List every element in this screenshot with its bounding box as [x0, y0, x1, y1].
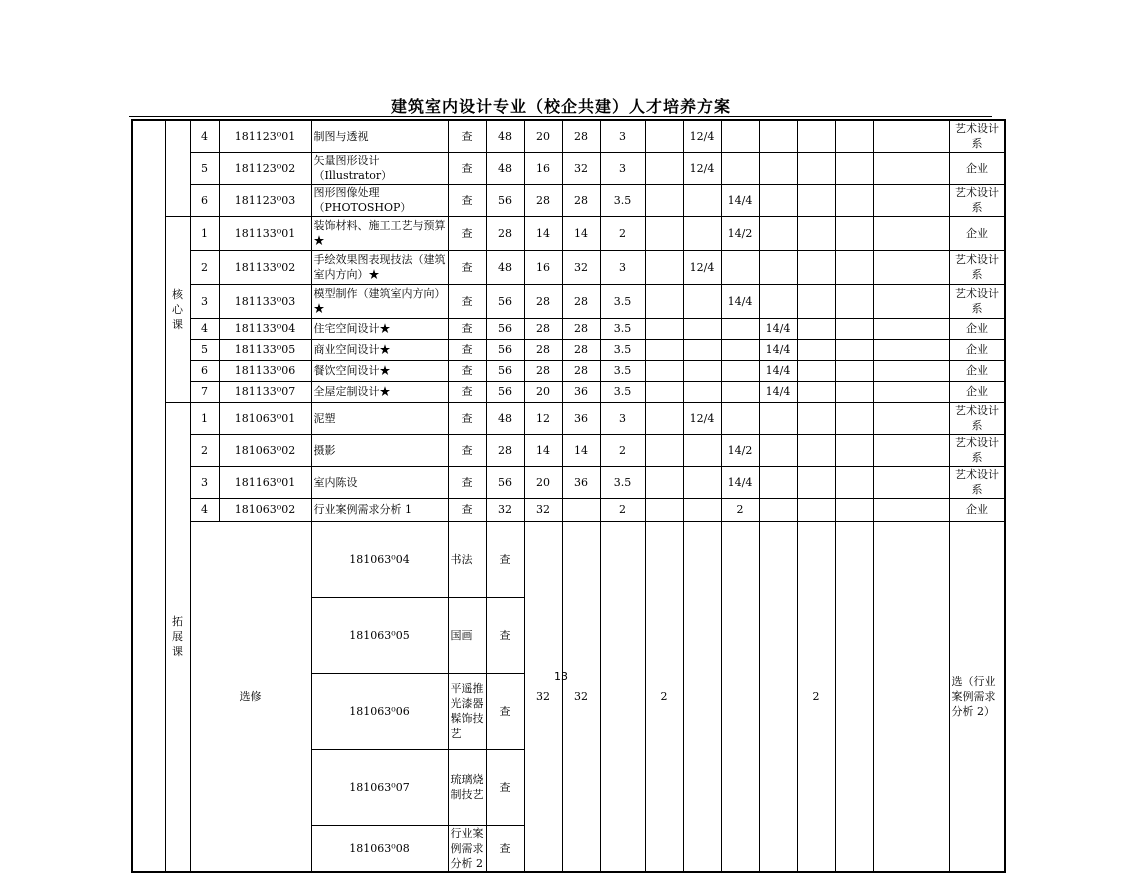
practice-hours: 28 [562, 284, 600, 318]
course-name: 行业案例需求分析 2 [448, 825, 486, 872]
semester-4 [759, 402, 797, 434]
exam-type: 查 [486, 749, 524, 825]
semester-3: 14/4 [721, 284, 759, 318]
credits: 3.5 [600, 381, 645, 402]
table-row [132, 120, 1005, 152]
semester-3 [721, 339, 759, 360]
semester-4: 14/4 [759, 360, 797, 381]
semester-5 [797, 184, 835, 216]
total-hours: 56 [486, 318, 524, 339]
header-rule [129, 116, 992, 117]
elective-label: 选修 [190, 521, 311, 872]
remark [873, 360, 949, 381]
elective-credits: 2 [645, 521, 683, 872]
category-column [132, 120, 165, 872]
course-name: 装饰材料、施工工艺与预算★ [311, 216, 448, 250]
theory-hours: 20 [524, 120, 562, 152]
course-name: 商业空间设计★ [311, 339, 448, 360]
semester-4 [759, 434, 797, 466]
semester-1 [645, 381, 683, 402]
practice-hours: 28 [562, 120, 600, 152]
semester-2 [683, 284, 721, 318]
exam-type: 查 [448, 434, 486, 466]
course-code: 181063⁰02 [219, 434, 311, 466]
course-number: 7 [190, 381, 219, 402]
semester-6 [835, 216, 873, 250]
total-hours: 48 [486, 152, 524, 184]
course-code: 181123⁰01 [219, 120, 311, 152]
table-row [132, 360, 1005, 381]
semester-1 [645, 216, 683, 250]
course-name: 图形图像处理（PHOTOSHOP） [311, 184, 448, 216]
exam-type: 查 [448, 498, 486, 521]
semester-2: 12/4 [683, 120, 721, 152]
semester-4: 14/4 [759, 339, 797, 360]
credits: 3 [600, 402, 645, 434]
course-name: 书法 [448, 521, 486, 597]
table-row [132, 318, 1005, 339]
exam-type: 查 [448, 120, 486, 152]
table-row [132, 339, 1005, 360]
table-row [132, 184, 1005, 216]
practice-hours: 36 [562, 466, 600, 498]
course-name: 住宅空间设计★ [311, 318, 448, 339]
semester-4 [759, 250, 797, 284]
total-hours: 56 [486, 381, 524, 402]
remark [873, 381, 949, 402]
course-number: 6 [190, 360, 219, 381]
semester-3: 14/4 [721, 466, 759, 498]
semester-5 [797, 402, 835, 434]
department: 艺术设计系 [949, 284, 1005, 318]
total-hours: 56 [486, 339, 524, 360]
semester-4 [759, 120, 797, 152]
course-code: 181133⁰01 [219, 216, 311, 250]
semester-6 [835, 250, 873, 284]
table-row [132, 466, 1005, 498]
exam-type: 查 [448, 318, 486, 339]
department: 艺术设计系 [949, 434, 1005, 466]
semester-5 [797, 360, 835, 381]
semester-6 [835, 402, 873, 434]
theory-hours: 14 [524, 216, 562, 250]
exam-type: 查 [448, 216, 486, 250]
elective-semester-2 [721, 521, 759, 872]
semester-3 [721, 250, 759, 284]
practice-hours: 28 [562, 360, 600, 381]
total-hours: 48 [486, 120, 524, 152]
semester-2 [683, 184, 721, 216]
table-row [132, 521, 1005, 597]
core-course-label-text: 核心课 [172, 287, 183, 331]
department: 企业 [949, 339, 1005, 360]
semester-1 [645, 434, 683, 466]
semester-5 [797, 250, 835, 284]
theory-hours: 12 [524, 402, 562, 434]
course-number: 1 [190, 216, 219, 250]
practice-hours: 14 [562, 216, 600, 250]
remark [873, 152, 949, 184]
semester-2 [683, 434, 721, 466]
total-hours: 48 [486, 250, 524, 284]
semester-2: 12/4 [683, 402, 721, 434]
total-hours: 56 [486, 360, 524, 381]
practice-hours: 28 [562, 339, 600, 360]
theory-hours: 20 [524, 466, 562, 498]
course-name: 国画 [448, 597, 486, 673]
course-number: 1 [190, 402, 219, 434]
practice-hours: 36 [562, 402, 600, 434]
theory-hours: 28 [524, 360, 562, 381]
semester-6 [835, 466, 873, 498]
semester-6 [835, 360, 873, 381]
semester-1 [645, 250, 683, 284]
course-name: 琉璃烧制技艺 [448, 749, 486, 825]
exam-type: 查 [448, 250, 486, 284]
semester-6 [835, 318, 873, 339]
semester-5 [797, 318, 835, 339]
remark [873, 184, 949, 216]
table-row [132, 216, 1005, 250]
semester-6 [835, 498, 873, 521]
semester-2 [683, 216, 721, 250]
exam-type: 查 [448, 284, 486, 318]
theory-hours: 32 [524, 498, 562, 521]
exam-type: 查 [486, 825, 524, 872]
semester-4 [759, 284, 797, 318]
semester-4: 14/4 [759, 318, 797, 339]
semester-6 [835, 339, 873, 360]
subgroup-cell [165, 120, 190, 216]
table-row [132, 250, 1005, 284]
semester-3 [721, 152, 759, 184]
semester-4 [759, 216, 797, 250]
credits: 3.5 [600, 184, 645, 216]
table-row [132, 498, 1005, 521]
semester-3 [721, 120, 759, 152]
total-hours: 56 [486, 184, 524, 216]
course-code: 181133⁰06 [219, 360, 311, 381]
table-row [132, 402, 1005, 434]
exam-type: 查 [448, 152, 486, 184]
total-hours: 56 [486, 284, 524, 318]
elective-semester-5 [835, 521, 873, 872]
semester-5 [797, 498, 835, 521]
extension-course-label [165, 402, 190, 872]
practice-hours: 32 [562, 250, 600, 284]
semester-3: 14/2 [721, 216, 759, 250]
semester-1 [645, 120, 683, 152]
semester-4 [759, 184, 797, 216]
semester-5 [797, 339, 835, 360]
course-number: 4 [190, 498, 219, 521]
course-name: 行业案例需求分析 1 [311, 498, 448, 521]
semester-3 [721, 402, 759, 434]
department: 企业 [949, 498, 1005, 521]
exam-type: 查 [486, 521, 524, 597]
semester-2 [683, 339, 721, 360]
semester-2: 12/4 [683, 152, 721, 184]
department: 企业 [949, 360, 1005, 381]
course-name: 泥塑 [311, 402, 448, 434]
course-code: 181063⁰07 [311, 749, 448, 825]
course-name: 室内陈设 [311, 466, 448, 498]
exam-type: 查 [448, 360, 486, 381]
course-code: 181133⁰04 [219, 318, 311, 339]
department: 艺术设计系 [949, 120, 1005, 152]
theory-hours: 28 [524, 318, 562, 339]
semester-6 [835, 284, 873, 318]
semester-3 [721, 318, 759, 339]
semester-6 [835, 152, 873, 184]
table-row [132, 434, 1005, 466]
semester-5 [797, 216, 835, 250]
course-name: 全屋定制设计★ [311, 381, 448, 402]
exam-type: 查 [448, 184, 486, 216]
department: 企业 [949, 216, 1005, 250]
exam-type: 查 [448, 402, 486, 434]
exam-type: 查 [486, 673, 524, 749]
semester-2 [683, 318, 721, 339]
remark [873, 216, 949, 250]
elective-semester-1 [683, 521, 721, 872]
course-name: 模型制作（建筑室内方向）★ [311, 284, 448, 318]
table-body [132, 120, 1005, 872]
semester-1 [645, 402, 683, 434]
table-row [132, 381, 1005, 402]
department: 艺术设计系 [949, 466, 1005, 498]
semester-1 [645, 360, 683, 381]
practice-hours: 14 [562, 434, 600, 466]
extension-course-label-text: 拓展课 [172, 615, 183, 658]
exam-type: 查 [448, 339, 486, 360]
course-code: 181063⁰06 [311, 673, 448, 749]
exam-type: 查 [448, 381, 486, 402]
semester-3: 2 [721, 498, 759, 521]
exam-type: 查 [486, 597, 524, 673]
remark [873, 120, 949, 152]
semester-4: 14/4 [759, 381, 797, 402]
semester-1 [645, 339, 683, 360]
credits: 3 [600, 250, 645, 284]
semester-1 [645, 318, 683, 339]
semester-4 [759, 466, 797, 498]
elective-practice-hours [600, 521, 645, 872]
course-number: 4 [190, 318, 219, 339]
semester-1 [645, 466, 683, 498]
course-number: 3 [190, 284, 219, 318]
remark [873, 434, 949, 466]
semester-5 [797, 284, 835, 318]
course-number: 4 [190, 120, 219, 152]
total-hours: 28 [486, 216, 524, 250]
credits: 3.5 [600, 318, 645, 339]
semester-5 [797, 466, 835, 498]
page-title: 建筑室内设计专业（校企共建）人才培养方案 [390, 97, 731, 116]
semester-1 [645, 498, 683, 521]
semester-1 [645, 152, 683, 184]
practice-hours: 32 [562, 152, 600, 184]
course-number: 5 [190, 152, 219, 184]
course-code: 181133⁰07 [219, 381, 311, 402]
course-name: 矢量图形设计（Illustrator） [311, 152, 448, 184]
practice-hours [562, 498, 600, 521]
remark [873, 318, 949, 339]
credits: 2 [600, 498, 645, 521]
elective-total-hours: 32 [524, 521, 562, 872]
credits: 3 [600, 152, 645, 184]
course-code: 181133⁰05 [219, 339, 311, 360]
department: 艺术设计系 [949, 402, 1005, 434]
theory-hours: 28 [524, 284, 562, 318]
practice-hours: 36 [562, 381, 600, 402]
semester-6 [835, 184, 873, 216]
credits: 3.5 [600, 339, 645, 360]
semester-6 [835, 381, 873, 402]
total-hours: 32 [486, 498, 524, 521]
credits: 3.5 [600, 360, 645, 381]
elective-semester-4: 2 [797, 521, 835, 872]
remark [873, 498, 949, 521]
course-code: 181063⁰01 [219, 402, 311, 434]
course-name: 餐饮空间设计★ [311, 360, 448, 381]
semester-5 [797, 152, 835, 184]
semester-4 [759, 498, 797, 521]
table-row [132, 152, 1005, 184]
department: 企业 [949, 381, 1005, 402]
course-code: 181123⁰03 [219, 184, 311, 216]
course-number: 3 [190, 466, 219, 498]
course-name: 手绘效果图表现技法（建筑室内方向）★ [311, 250, 448, 284]
practice-hours: 28 [562, 184, 600, 216]
course-number: 5 [190, 339, 219, 360]
elective-semester-6 [873, 521, 949, 872]
theory-hours: 20 [524, 381, 562, 402]
theory-hours: 16 [524, 250, 562, 284]
remark [873, 250, 949, 284]
semester-6 [835, 434, 873, 466]
course-name: 摄影 [311, 434, 448, 466]
credits: 3 [600, 120, 645, 152]
semester-1 [645, 284, 683, 318]
course-code: 181063⁰04 [311, 521, 448, 597]
course-code: 181163⁰01 [219, 466, 311, 498]
semester-6 [835, 120, 873, 152]
semester-2 [683, 360, 721, 381]
course-code: 181133⁰02 [219, 250, 311, 284]
course-code: 181063⁰05 [311, 597, 448, 673]
course-name: 平遥推光漆器髹饰技艺 [448, 673, 486, 749]
department: 艺术设计系 [949, 250, 1005, 284]
semester-3 [721, 381, 759, 402]
elective-theory-hours: 32 [562, 521, 600, 872]
course-code: 181133⁰03 [219, 284, 311, 318]
page-number: 13 [554, 670, 568, 683]
semester-3: 14/2 [721, 434, 759, 466]
course-number: 2 [190, 434, 219, 466]
total-hours: 28 [486, 434, 524, 466]
semester-3: 14/4 [721, 184, 759, 216]
remark [873, 339, 949, 360]
semester-5 [797, 434, 835, 466]
curriculum-table [131, 119, 1006, 873]
credits: 2 [600, 434, 645, 466]
total-hours: 48 [486, 402, 524, 434]
course-code: 181123⁰02 [219, 152, 311, 184]
semester-2: 12/4 [683, 250, 721, 284]
semester-5 [797, 381, 835, 402]
course-code: 181063⁰08 [311, 825, 448, 872]
semester-3 [721, 360, 759, 381]
semester-5 [797, 120, 835, 152]
total-hours: 56 [486, 466, 524, 498]
semester-2 [683, 466, 721, 498]
remark [873, 466, 949, 498]
theory-hours: 16 [524, 152, 562, 184]
course-name: 制图与透视 [311, 120, 448, 152]
department: 企业 [949, 152, 1005, 184]
course-number: 6 [190, 184, 219, 216]
remark [873, 402, 949, 434]
department: 企业 [949, 318, 1005, 339]
elective-remark: 选（行业案例需求分析 2） [949, 521, 1005, 872]
course-code: 181063⁰02 [219, 498, 311, 521]
department: 艺术设计系 [949, 184, 1005, 216]
credits: 3.5 [600, 284, 645, 318]
credits: 2 [600, 216, 645, 250]
semester-1 [645, 184, 683, 216]
theory-hours: 14 [524, 434, 562, 466]
credits: 3.5 [600, 466, 645, 498]
core-course-label [165, 216, 190, 402]
semester-4 [759, 152, 797, 184]
practice-hours: 28 [562, 318, 600, 339]
elective-semester-3 [759, 521, 797, 872]
semester-2 [683, 498, 721, 521]
table-row [132, 284, 1005, 318]
semester-2 [683, 381, 721, 402]
theory-hours: 28 [524, 184, 562, 216]
theory-hours: 28 [524, 339, 562, 360]
course-number: 2 [190, 250, 219, 284]
exam-type: 查 [448, 466, 486, 498]
remark [873, 284, 949, 318]
